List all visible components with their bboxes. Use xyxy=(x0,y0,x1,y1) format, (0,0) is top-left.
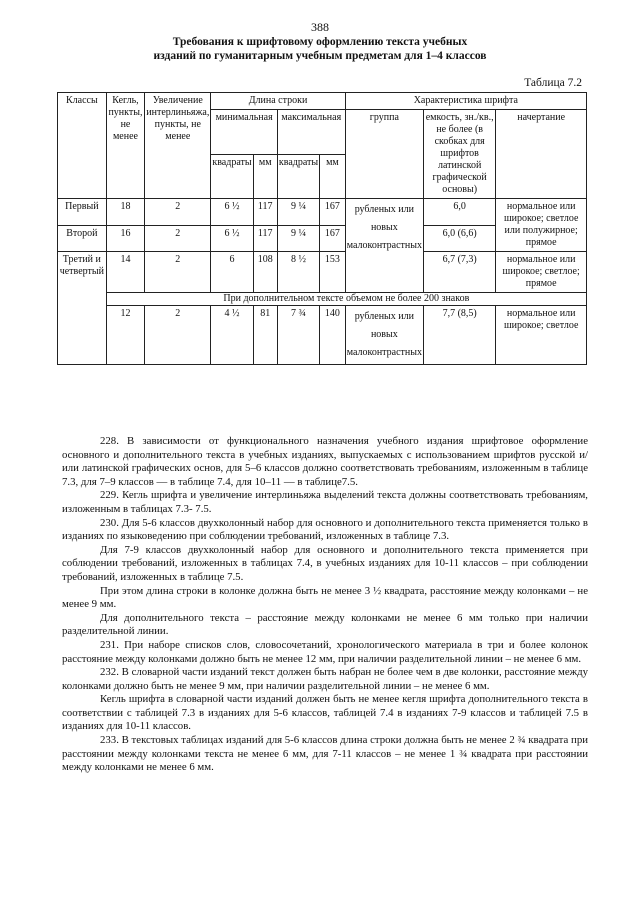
paragraph-232-cont: Кегль шрифта в словарной части изданий должен быть не менее кегля шрифта дополнительного текста в соответствии с таблицей 7.3 в изданиях для 5-6 классов, таблицей 7.4 в изданиях 7-9 классов и таблицей 7.5 в изданиях для 10-11 классов. xyxy=(62,693,588,733)
cell-max-mm: 167 xyxy=(320,199,346,226)
header-maximal: максимальная xyxy=(277,110,345,155)
requirements-table xyxy=(57,92,587,365)
header-capacity: емкость, зн./кв., не более (в скобках для шрифтов латинской графической основы) xyxy=(423,110,495,199)
paragraph-230: 230. Для 5-6 классов двухколонный набор для основного и дополнительного текста применяется только в изданиях по языковедению при соблюдении требований, изложенных в таблице 7.3. xyxy=(62,516,588,543)
additional-note-row xyxy=(58,293,587,306)
header-line-length: Длина строки xyxy=(211,93,345,110)
table-row xyxy=(58,199,587,226)
cell-min-mm: 81 xyxy=(253,306,277,365)
header-leading: Увеличение интерлиньяжа, пункты, не менее xyxy=(145,93,211,199)
cell-leading: 2 xyxy=(145,225,211,252)
cell-capacity: 6,0 (6,6) xyxy=(423,225,495,252)
cell-size: 18 xyxy=(106,199,145,226)
cell-leading: 2 xyxy=(145,306,211,365)
cell-capacity: 6,7 (7,3) xyxy=(423,252,495,293)
cell-group: рубленых или новых малоконтрастных xyxy=(345,306,423,365)
cell-size: 14 xyxy=(106,252,145,293)
cell-style: нормальное или широкое; светлое или полужирное; прямое xyxy=(496,199,587,252)
header-font-size: Кегль, пункты, не менее xyxy=(106,93,145,199)
cell-max-quadrats: 8 ½ xyxy=(277,252,319,293)
header-quadrats-max: квадраты xyxy=(277,154,319,199)
cell-capacity: 6,0 xyxy=(423,199,495,226)
header-row-1 xyxy=(58,93,587,110)
table-label: Таблица 7.2 xyxy=(524,77,582,89)
title-line-1: Требования к шрифтовому оформлению текста учебных xyxy=(172,36,468,48)
paragraph-230-cont-1: Для 7-9 классов двухколонный набор для основного и дополнительного текста применяется при соблюдении требований, изложенных в таблицах 7.4, в учебных изданиях для 10-11 классов – при соблюдении требований, изложенных в таблице 7.5. xyxy=(62,543,588,583)
header-mm-min: мм xyxy=(253,154,277,199)
page-number: 388 xyxy=(311,20,329,34)
cell-min-mm: 108 xyxy=(253,252,277,293)
header-font-characteristics: Характеристика шрифта xyxy=(345,93,586,110)
cell-min-quadrats: 4 ½ xyxy=(211,306,253,365)
cell-min-quadrats: 6 ½ xyxy=(211,225,253,252)
cell-max-quadrats: 7 ¾ xyxy=(277,306,319,365)
paragraph-233: 233. В текстовых таблицах изданий для 5-6 классов длина строки должна быть не менее 2 ¾ квадрата при расстоянии между колонками текста не менее 6 мм, для 7-11 классов – не менее 1 ¾ квадрата при расстоянии между колонками не менее 6 мм. xyxy=(62,734,588,774)
cell-max-mm: 153 xyxy=(320,252,346,293)
cell-max-mm: 167 xyxy=(320,225,346,252)
cell-min-mm: 117 xyxy=(253,225,277,252)
cell-max-mm: 140 xyxy=(320,306,346,365)
cell-max-quadrats: 9 ¼ xyxy=(277,225,319,252)
body-text xyxy=(62,435,588,775)
header-style: начертание xyxy=(496,110,587,199)
page-title xyxy=(90,35,550,63)
cell-style: нормальное или широкое; светлое; прямое xyxy=(496,252,587,293)
header-mm-max: мм xyxy=(320,154,346,199)
paragraph-228: 228. В зависимости от функционального назначения учебного издания шрифтовое оформление основного и дополнительного текста в учебных изданиях, выпускаемых с использованием шрифтов русской и/или латинской графических основ, для 5–6 классов должно соответствовать требованиям, изложенным в таблице 7.3, для 7–9 классов — в таблице 7.4, для 10–11 — в таблице7.5. xyxy=(62,435,588,488)
additional-note: При дополнительном тексте объемом не более 200 знаков xyxy=(106,293,586,306)
cell-class: Третий и четвертый xyxy=(58,252,107,365)
header-classes: Классы xyxy=(58,93,107,199)
cell-leading: 2 xyxy=(145,252,211,293)
paragraph-230-cont-3: Для дополнительного текста – расстояние между колонками не менее 6 мм только при наличии разделительной линии. xyxy=(62,611,588,638)
cell-capacity: 7,7 (8,5) xyxy=(423,306,495,365)
header-minimal: минимальная xyxy=(211,110,278,155)
cell-min-quadrats: 6 ½ xyxy=(211,199,253,226)
cell-class: Первый xyxy=(58,199,107,226)
paragraph-232: 232. В словарной части изданий текст должен быть набран не более чем в две колонки, расстояние между колонками должно быть не менее 9 мм, при наличии разделительной линии – не менее 6 мм. xyxy=(62,666,588,692)
cell-group: рубленых или новых малоконтрастных xyxy=(345,199,423,293)
paragraph-231: 231. При наборе списков слов, словосочетаний, хронологического материала в три и более колонок расстояние между колонками должно быть не менее 12 мм, при наличии разделительной линии – не менее 6 мм. xyxy=(62,638,588,665)
cell-class: Второй xyxy=(58,225,107,252)
header-quadrats-min: квадраты xyxy=(211,154,253,199)
cell-size: 12 xyxy=(106,306,145,365)
cell-min-quadrats: 6 xyxy=(211,252,253,293)
table-row xyxy=(58,252,587,293)
table-row xyxy=(58,306,587,365)
cell-max-quadrats: 9 ¼ xyxy=(277,199,319,226)
cell-size: 16 xyxy=(106,225,145,252)
cell-leading: 2 xyxy=(145,199,211,226)
header-group: группа xyxy=(345,110,423,199)
paragraph-229: 229. Кегль шрифта и увеличение интерлиньяжа выделений текста должны соответствовать требованиям, изложенным в таблицах 7.3- 7.5. xyxy=(62,489,588,515)
cell-style: нормальное или широкое; светлое xyxy=(496,306,587,365)
paragraph-230-cont-2: При этом длина строки в колонке должна быть не менее 3 ½ квадрата, расстояние между колонками – не менее 9 мм. xyxy=(62,584,588,611)
cell-min-mm: 117 xyxy=(253,199,277,226)
title-line-2: изданий по гуманитарным учебным предметам для 1–4 классов xyxy=(153,50,487,62)
